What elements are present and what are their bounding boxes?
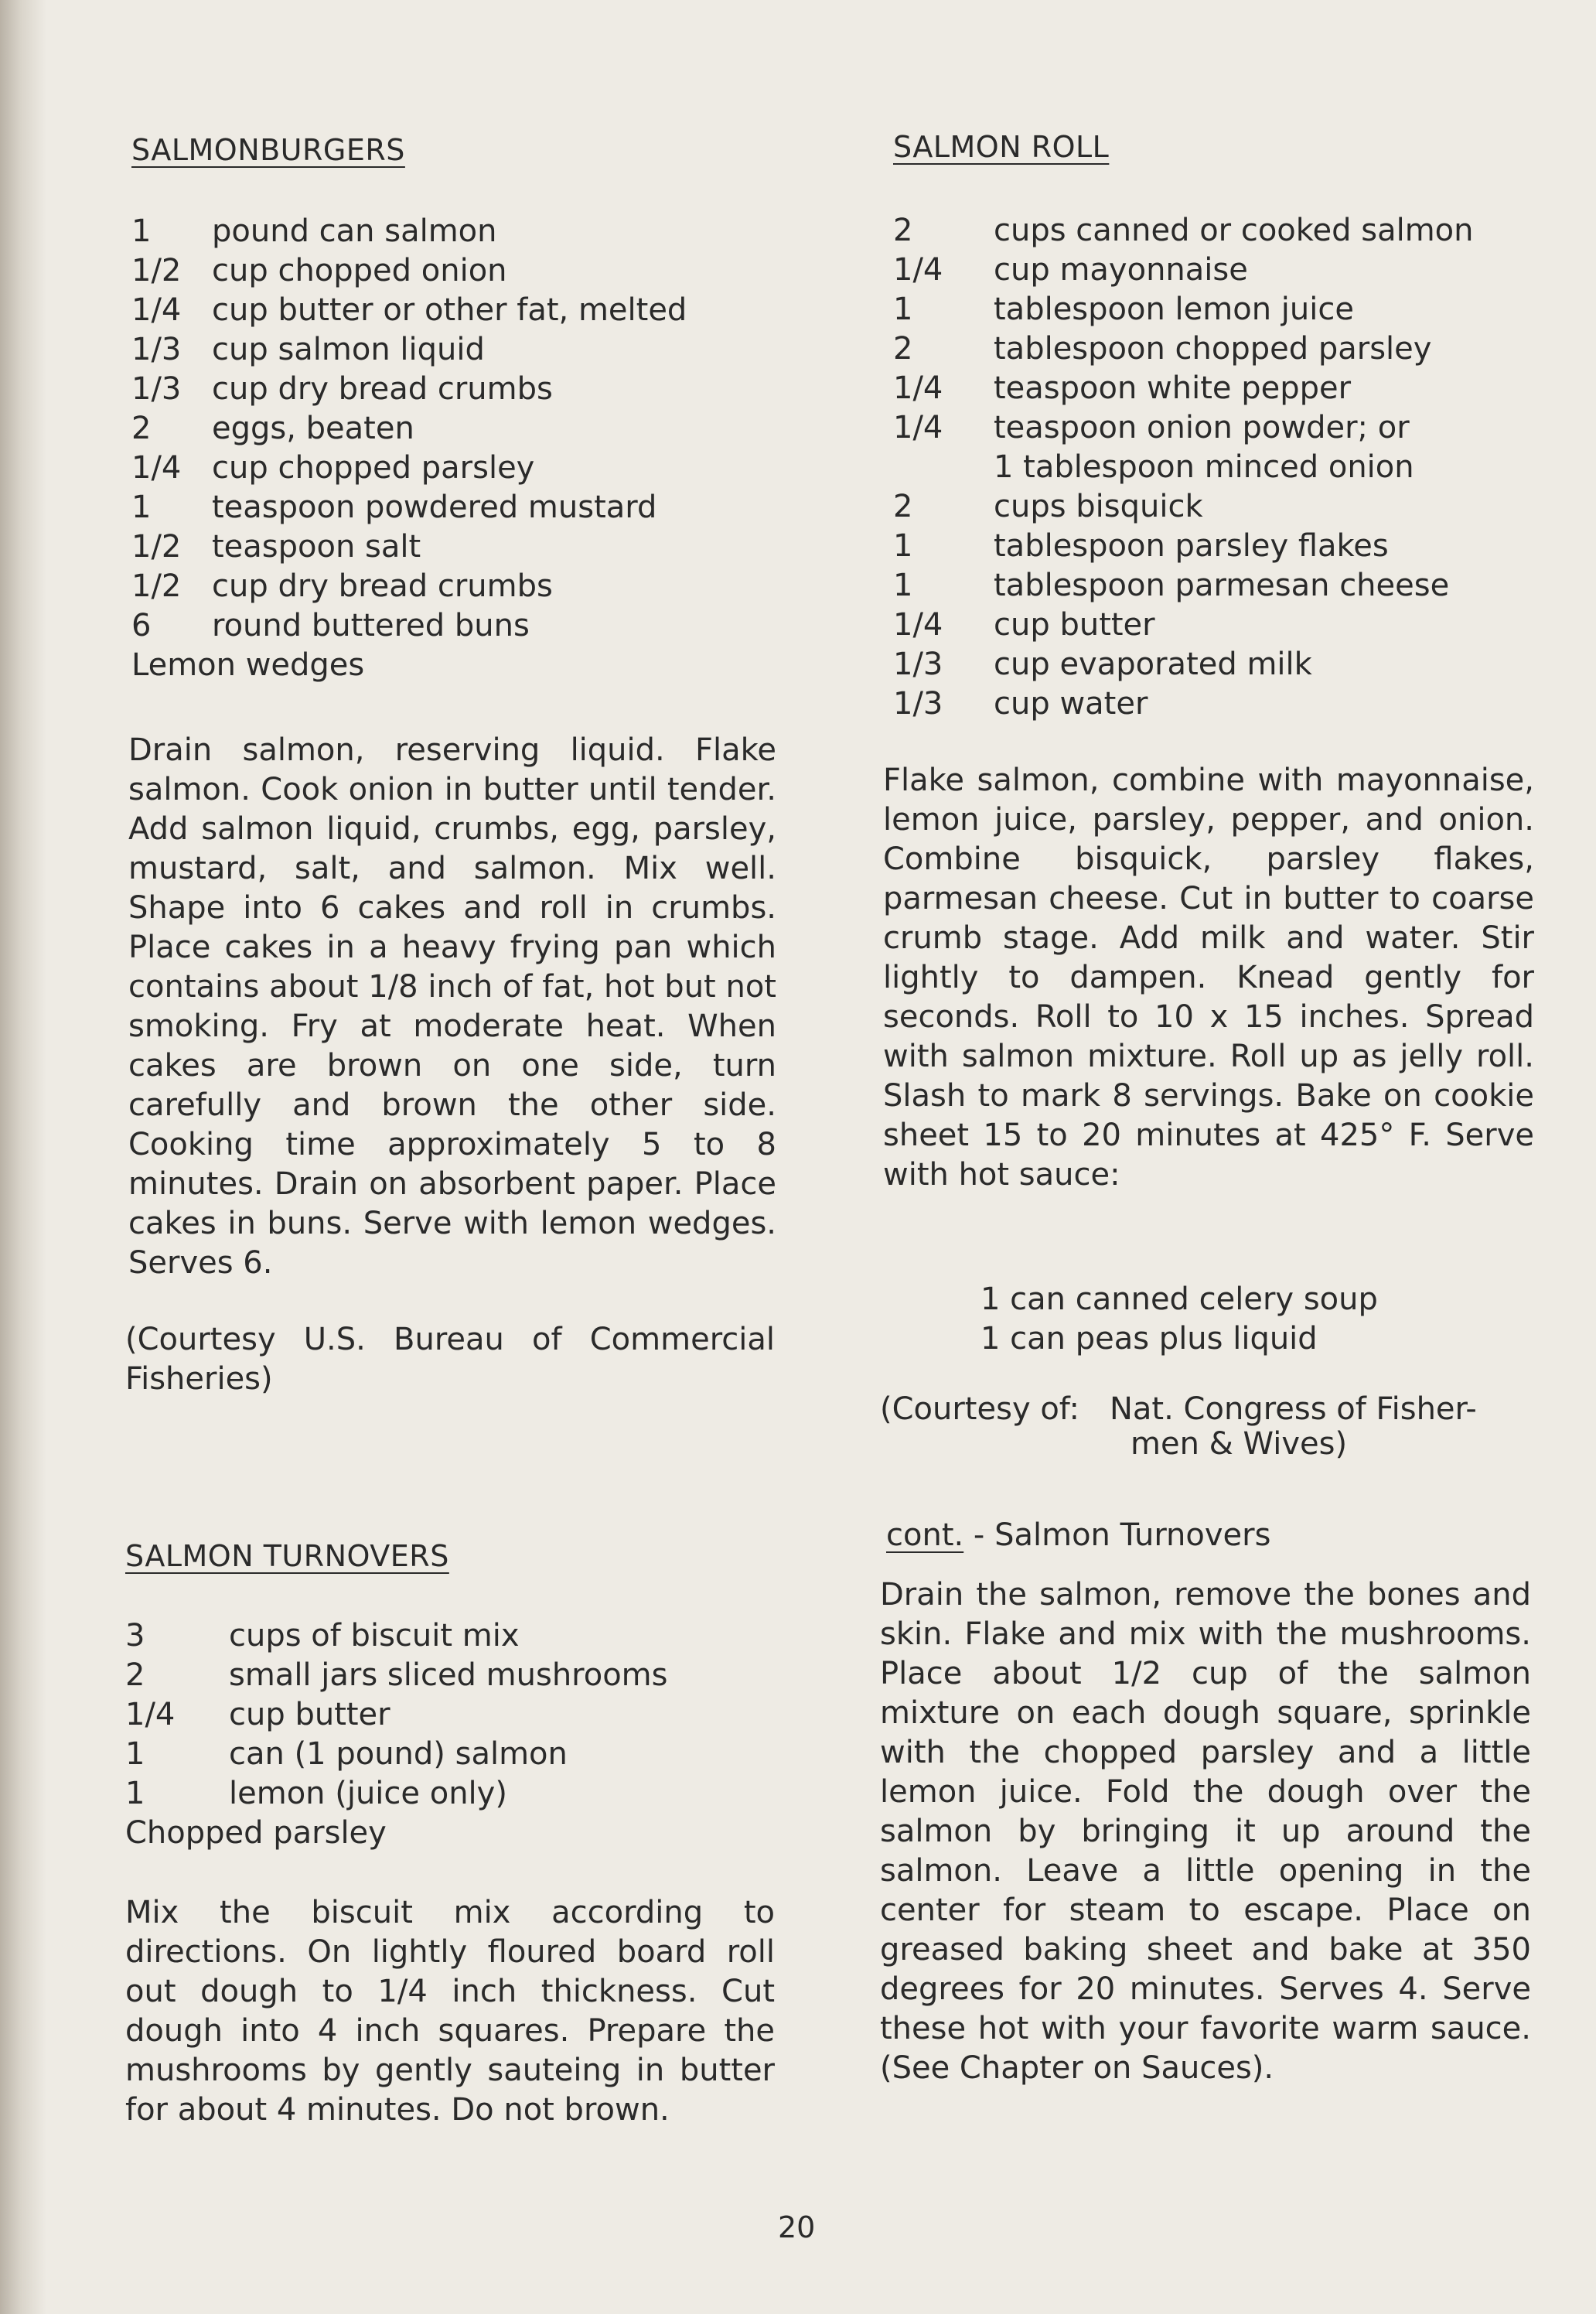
ingredient-text: round buttered buns [212, 608, 530, 643]
ingredient-quantity: 1/4 [131, 292, 182, 328]
ingredient-text: cup butter [994, 607, 1155, 643]
ingredient-text: cup dry bread crumbs [212, 568, 553, 604]
ingredient-text: teaspoon salt [212, 529, 421, 565]
ingredient-text: tablespoon parmesan cheese [994, 568, 1450, 603]
ingredient-row [893, 448, 1474, 487]
ingredient-text: teaspoon white pepper [994, 370, 1352, 406]
ingredient-row [893, 408, 1474, 448]
ingredient-text: tablespoon parsley flakes [994, 528, 1389, 564]
ingredient-text: cup butter [229, 1697, 390, 1732]
ingredient-quantity: 2 [125, 1657, 145, 1693]
ingredient-quantity: 1/3 [893, 647, 943, 682]
ingredient-row [893, 645, 1474, 684]
ingredient-row [131, 409, 687, 449]
turnovers-title: SALMON TURNOVERS [125, 1539, 449, 1573]
ingredient-row [893, 684, 1474, 724]
ingredient-row [131, 370, 687, 409]
salmonburgers-directions: Drain salmon, reserving liquid. Flake salmon. Cook onion in butter until tender. Add salmon liquid, crumbs, egg, parsley, mustard, salt, and salmon. Mix well. Shape into 6 cakes and roll in crumbs. Place cakes in a heavy frying pan which contains about 1/8 inch of fat, hot but not smoking. Fry at moderate heat. When cakes are brown on one side, turn carefully and brown the other side. Cooking time approximately 5 to 8 minutes. Drain on absorbent paper. Place cakes in buns. Serve with lemon wedges. Serves 6. [128, 732, 776, 1281]
salmon-roll-ingredient-list [893, 211, 1474, 724]
ingredient-quantity: 1/2 [131, 253, 182, 288]
ingredient-quantity: 1/4 [131, 450, 182, 486]
ingredient-quantity: 3 [125, 1618, 145, 1654]
ingredient-quantity: 1/4 [893, 607, 943, 643]
ingredient-text: cup chopped onion [212, 253, 507, 288]
ingredient-text: can (1 pound) salmon [229, 1736, 568, 1772]
ingredient-text: pound can salmon [212, 213, 497, 249]
salmon-roll-credit-line: Nat. Congress of Fisher- [1110, 1391, 1477, 1427]
ingredient-text: Chopped parsley [125, 1815, 387, 1851]
ingredient-quantity: 1/3 [131, 332, 182, 367]
ingredient-quantity: 1/4 [893, 410, 943, 445]
salmon-roll-credit-line: men & Wives) [1130, 1426, 1348, 1462]
salmon-roll-title: SALMON ROLL [893, 130, 1110, 164]
ingredient-quantity: 1 [131, 213, 152, 249]
ingredient-row [131, 488, 687, 527]
ingredient-quantity: 1 [125, 1776, 145, 1811]
ingredient-text: teaspoon onion powder; or [994, 410, 1410, 445]
ingredient-row [131, 449, 687, 488]
ingredient-text: lemon (juice only) [229, 1776, 507, 1811]
ingredient-text: cup water [994, 686, 1148, 722]
ingredient-quantity: 2 [893, 213, 913, 248]
cont-heading [886, 1516, 1270, 1555]
turnovers-directions: Mix the biscuit mix according to directions. On lightly floured board roll out dough to 1/4 inch thickness. Cut dough into 4 inch squares. Prepare the mushrooms by gently sauteing in butter for about 4 minutes. Do not brown. [125, 1895, 775, 2128]
salmon-roll-directions: Flake salmon, combine with mayonnaise, lemon juice, parsley, pepper, and onion. Combine bisquick, parsley flakes, parmesan cheese. Cut in butter to coarse crumb stage. Add milk and water. Stir lightly to dampen. Knead gently for seconds. Roll to 10 x 15 inches. Spread with salmon mixture. Roll up as jelly roll. Slash to mark 8 servings. Bake on cookie sheet 15 to 20 minutes at 425° F. Serve with hot sauce: [883, 763, 1534, 1193]
ingredient-quantity: 1 [893, 292, 913, 327]
page-number: 20 [778, 2210, 816, 2244]
ingredient-quantity: 1/3 [131, 371, 182, 407]
ingredient-text: cups bisquick [994, 489, 1203, 524]
ingredient-quantity: 2 [893, 489, 913, 524]
ingredient-quantity: 1 [893, 568, 913, 603]
ingredient-text: cup mayonnaise [994, 252, 1248, 288]
ingredient-quantity: 1/2 [131, 568, 182, 604]
ingredient-text: 1 tablespoon minced onion [994, 449, 1414, 485]
ingredient-quantity: 1/2 [131, 529, 182, 565]
page-gutter-shadow [0, 0, 46, 2314]
ingredient-row [131, 291, 687, 330]
ingredient-row [893, 487, 1474, 527]
ingredient-quantity: 2 [131, 411, 152, 446]
ingredient-text: cup dry bread crumbs [212, 371, 553, 407]
salmonburgers-credit: (Courtesy U.S. Bureau of Commercial Fisheries) [125, 1322, 775, 1397]
ingredient-row [131, 567, 687, 606]
ingredient-text: cup butter or other fat, melted [212, 292, 687, 328]
ingredient-row [893, 290, 1474, 329]
cont-title: - Salmon Turnovers [963, 1517, 1271, 1553]
ingredient-text: small jars sliced mushrooms [229, 1657, 668, 1693]
ingredient-row [131, 330, 687, 370]
ingredient-quantity: 1/4 [125, 1697, 176, 1732]
ingredient-text: tablespoon lemon juice [994, 292, 1354, 327]
ingredient-row [893, 566, 1474, 606]
turnovers-ingredient-list [125, 1616, 667, 1853]
cont-directions: Drain the salmon, remove the bones and skin. Flake and mix with the mushrooms. Place about 1/2 cup of the salmon mixture on each dough square, sprinkle with the chopped parsley and a little lemon juice. Fold the dough over the salmon by bringing it up around the salmon. Leave a little opening in the center for steam to escape. Place on greased baking sheet and bake at 350 degrees for 20 minutes. Serves 4. Serve these hot with your favorite warm sauce. (See Chapter on Sauces). [880, 1577, 1531, 2086]
ingredient-text: cup evaporated milk [994, 647, 1312, 682]
ingredient-row [893, 211, 1474, 251]
ingredient-text: teaspoon powdered mustard [212, 490, 657, 525]
ingredient-row [125, 1735, 667, 1774]
ingredient-quantity: 1/4 [893, 370, 943, 406]
ingredient-row [131, 251, 687, 291]
salmon-roll-credit-label: (Courtesy of: [880, 1391, 1079, 1427]
ingredient-quantity: 6 [131, 608, 152, 643]
ingredient-quantity: 1 [131, 490, 152, 525]
ingredient-row [131, 527, 687, 567]
sauce-item: 1 can canned celery soup [980, 1282, 1378, 1317]
salmonburgers-ingredient-list [131, 212, 687, 685]
ingredient-text: eggs, beaten [212, 411, 414, 446]
ingredient-text: Lemon wedges [131, 647, 365, 683]
cont-label: cont. [886, 1517, 964, 1553]
ingredient-row [893, 527, 1474, 566]
sauce-item: 1 can peas plus liquid [980, 1321, 1318, 1357]
ingredient-quantity: 1 [893, 528, 913, 564]
ingredient-row [131, 606, 687, 646]
ingredient-row [125, 1656, 667, 1695]
ingredient-row [125, 1695, 667, 1735]
ingredient-quantity: 1/4 [893, 252, 943, 288]
ingredient-row [131, 212, 687, 251]
ingredient-text: tablespoon chopped parsley [994, 331, 1432, 367]
ingredient-quantity: 1/3 [893, 686, 943, 722]
ingredient-quantity: 1 [125, 1736, 145, 1772]
ingredient-text: cups canned or cooked salmon [994, 213, 1474, 248]
ingredient-row [893, 606, 1474, 645]
ingredient-row [125, 1814, 667, 1853]
ingredient-row [125, 1616, 667, 1656]
ingredient-text: cups of biscuit mix [229, 1618, 520, 1654]
ingredient-row [893, 369, 1474, 408]
ingredient-row [893, 329, 1474, 369]
salmonburgers-title: SALMONBURGERS [131, 133, 405, 167]
ingredient-text: cup salmon liquid [212, 332, 485, 367]
ingredient-row [893, 251, 1474, 290]
ingredient-row [131, 646, 687, 685]
ingredient-text: cup chopped parsley [212, 450, 535, 486]
ingredient-row [125, 1774, 667, 1814]
ingredient-quantity: 2 [893, 331, 913, 367]
